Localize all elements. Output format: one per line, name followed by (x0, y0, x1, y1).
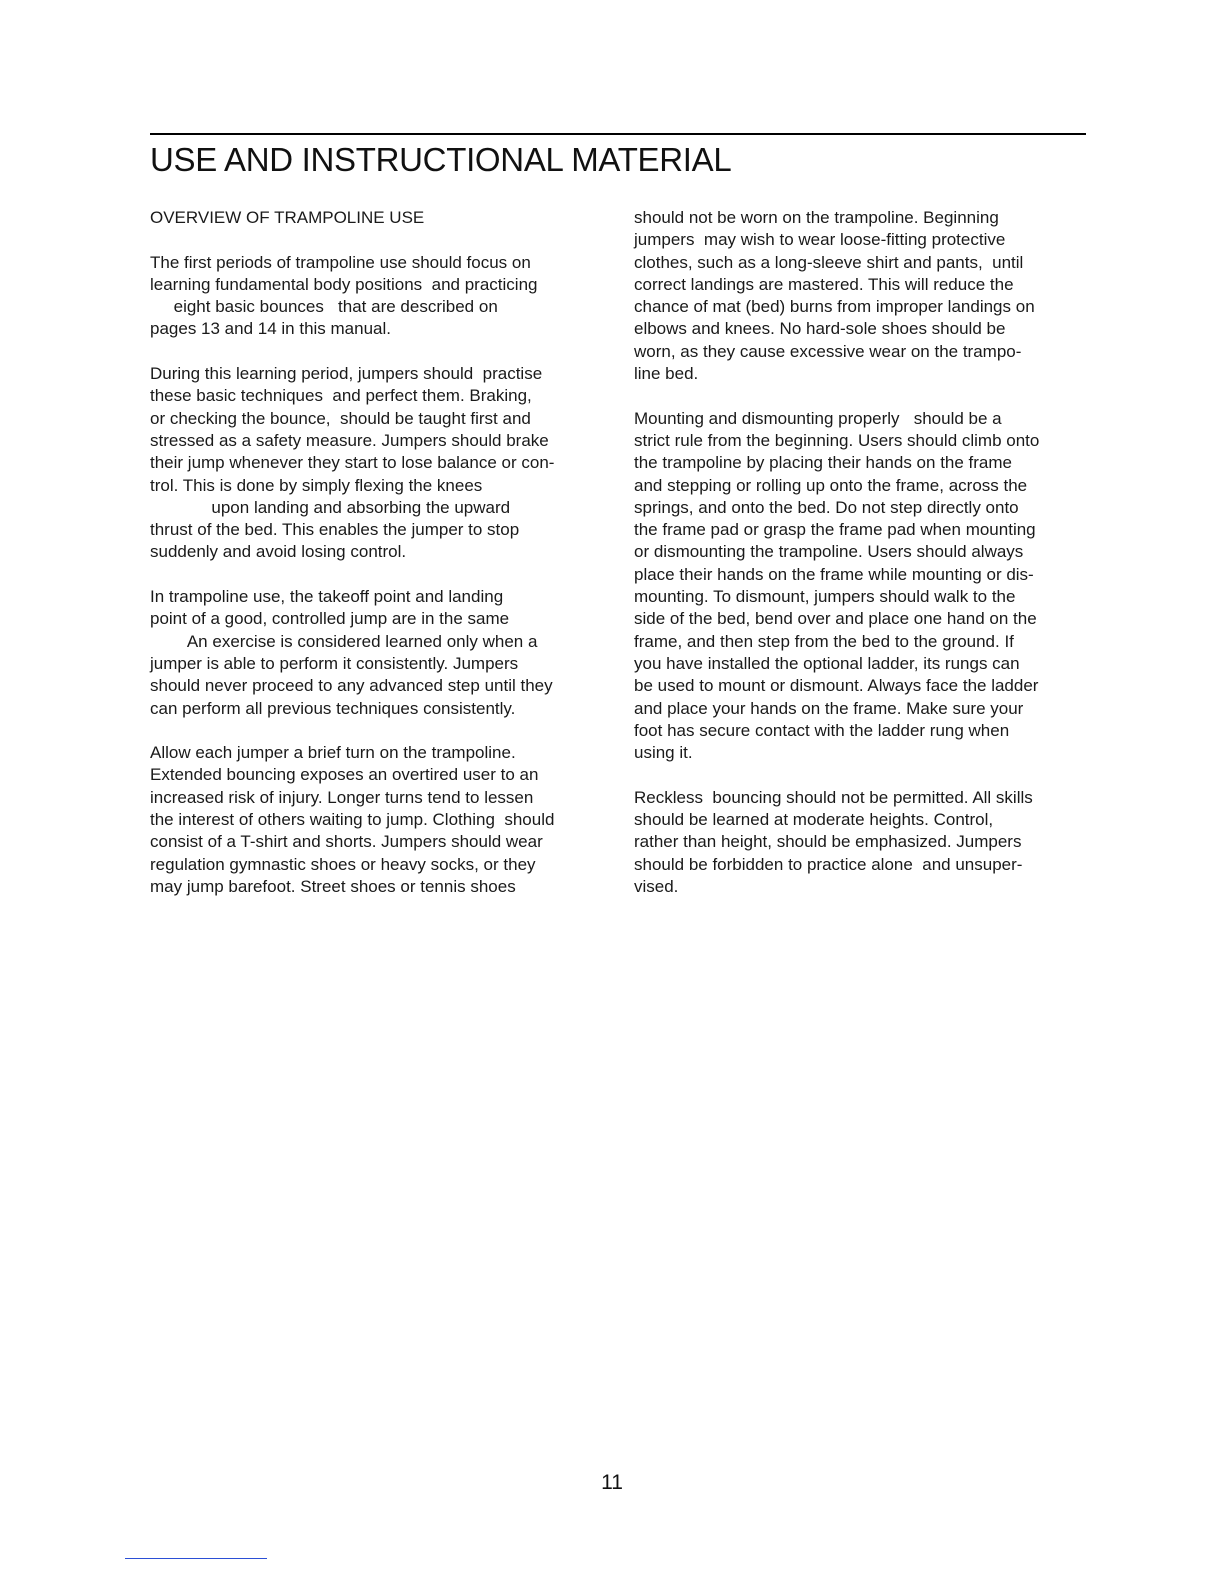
text-line: Reckless bouncing should not be permitted. All skills (634, 787, 1033, 807)
text-line: the frame pad or grasp the frame pad when mounting (634, 520, 1036, 540)
text-line: OVERVIEW OF TRAMPOLINE USE (150, 208, 425, 227)
text-line: Extended bouncing exposes an overtired user to an (150, 765, 539, 785)
text-line: point of a good, controlled jump are in the same (150, 609, 510, 629)
text-line: and stepping or rolling up onto the frame, across the (634, 475, 1028, 495)
text-line: using it. (634, 743, 693, 763)
text-line: should not be worn on the trampoline. Beginning (634, 208, 999, 227)
text-line: may jump barefoot. Street shoes or tennis shoes (150, 876, 516, 896)
text-line: stressed as a safety measure. Jumpers should brake (150, 430, 549, 450)
text-line: place their hands on the frame while mounting or dis- (634, 564, 1034, 584)
text-line: jumpers may wish to wear loose-fitting protective (634, 230, 1006, 250)
page-number: 11 (601, 1471, 623, 1494)
text-line: these basic techniques and perfect them. Braking, (150, 386, 532, 406)
text-line (150, 341, 610, 363)
text-line: suddenly and avoid losing control. (150, 542, 407, 562)
text-line: you have installed the optional ladder, its rungs can (634, 653, 1020, 673)
text-line: should be forbidden to practice alone and unsuper- (634, 854, 1023, 874)
text-line: line bed. (634, 364, 699, 384)
text-line: trol. This is done by simply flexing the knees (150, 475, 483, 495)
text-line: upon landing and absorbing the upward (150, 497, 511, 517)
text-line: or dismounting the trampoline. Users should always (634, 542, 1024, 562)
text-line: regulation gymnastic shoes or heavy socks, or they (150, 854, 536, 874)
left-column (150, 207, 610, 898)
text-line: increased risk of injury. Longer turns tend to lessen (150, 787, 534, 807)
text-line (634, 385, 1094, 407)
text-line: side of the bed, bend over and place one hand on the (634, 609, 1037, 629)
text-line: should never proceed to any advanced step until they (150, 676, 553, 696)
text-line: thrust of the bed. This enables the jumper to stop (150, 520, 520, 540)
right-column (634, 207, 1094, 898)
text-line: During this learning period, jumpers should practise (150, 364, 543, 384)
text-line: learning fundamental body positions and practicing (150, 274, 538, 294)
text-line: jumper is able to perform it consistently. Jumpers (150, 653, 519, 673)
text-line: be used to mount or dismount. Always face the ladder (634, 676, 1039, 696)
text-line: mounting. To dismount, jumpers should walk to the (634, 587, 1016, 607)
text-line: Allow each jumper a brief turn on the trampoline. (150, 743, 516, 763)
text-line: worn, as they cause excessive wear on the trampo- (634, 341, 1022, 361)
page-title: USE AND INSTRUCTIONAL MATERIAL (150, 141, 732, 178)
text-line: Mounting and dismounting properly should be a (634, 408, 1002, 428)
text-line: correct landings are mastered. This will reduce the (634, 274, 1014, 294)
text-line: frame, and then step from the bed to the ground. If (634, 631, 1014, 651)
text-line: strict rule from the beginning. Users should climb onto (634, 430, 1040, 450)
text-line: can perform all previous techniques consistently. (150, 698, 516, 718)
text-line: or checking the bounce, should be taught first and (150, 408, 531, 428)
text-line (150, 229, 610, 251)
text-line (634, 764, 1094, 786)
text-line: their jump whenever they start to lose balance or con- (150, 453, 555, 473)
text-line: should be learned at moderate heights. Control, (634, 810, 994, 830)
text-line: rather than height, should be emphasized. Jumpers (634, 832, 1022, 852)
text-line: eight basic bounces that are described on (150, 297, 498, 317)
text-line: the interest of others waiting to jump. Clothing should (150, 810, 555, 830)
footer-rule (125, 1558, 267, 1559)
text-line: foot has secure contact with the ladder rung when (634, 720, 1010, 740)
text-line: and place your hands on the frame. Make sure your (634, 698, 1024, 718)
text-line: springs, and onto the bed. Do not step directly onto (634, 497, 1019, 517)
text-line: In trampoline use, the takeoff point and landing (150, 587, 504, 607)
text-line (150, 564, 610, 586)
text-line: An exercise is considered learned only when a (150, 631, 538, 651)
text-line: chance of mat (bed) burns from improper landings on (634, 297, 1035, 317)
text-line: elbows and knees. No hard-sole shoes should be (634, 319, 1006, 339)
text-line: pages 13 and 14 in this manual. (150, 319, 392, 339)
text-line: consist of a T-shirt and shorts. Jumpers should wear (150, 832, 543, 852)
text-line: The first periods of trampoline use should focus on (150, 252, 531, 272)
text-line (150, 720, 610, 742)
title-rule (150, 133, 1086, 135)
text-line: vised. (634, 876, 679, 896)
text-line: clothes, such as a long-sleeve shirt and pants, until (634, 252, 1024, 272)
text-line: the trampoline by placing their hands on the frame (634, 453, 1013, 473)
